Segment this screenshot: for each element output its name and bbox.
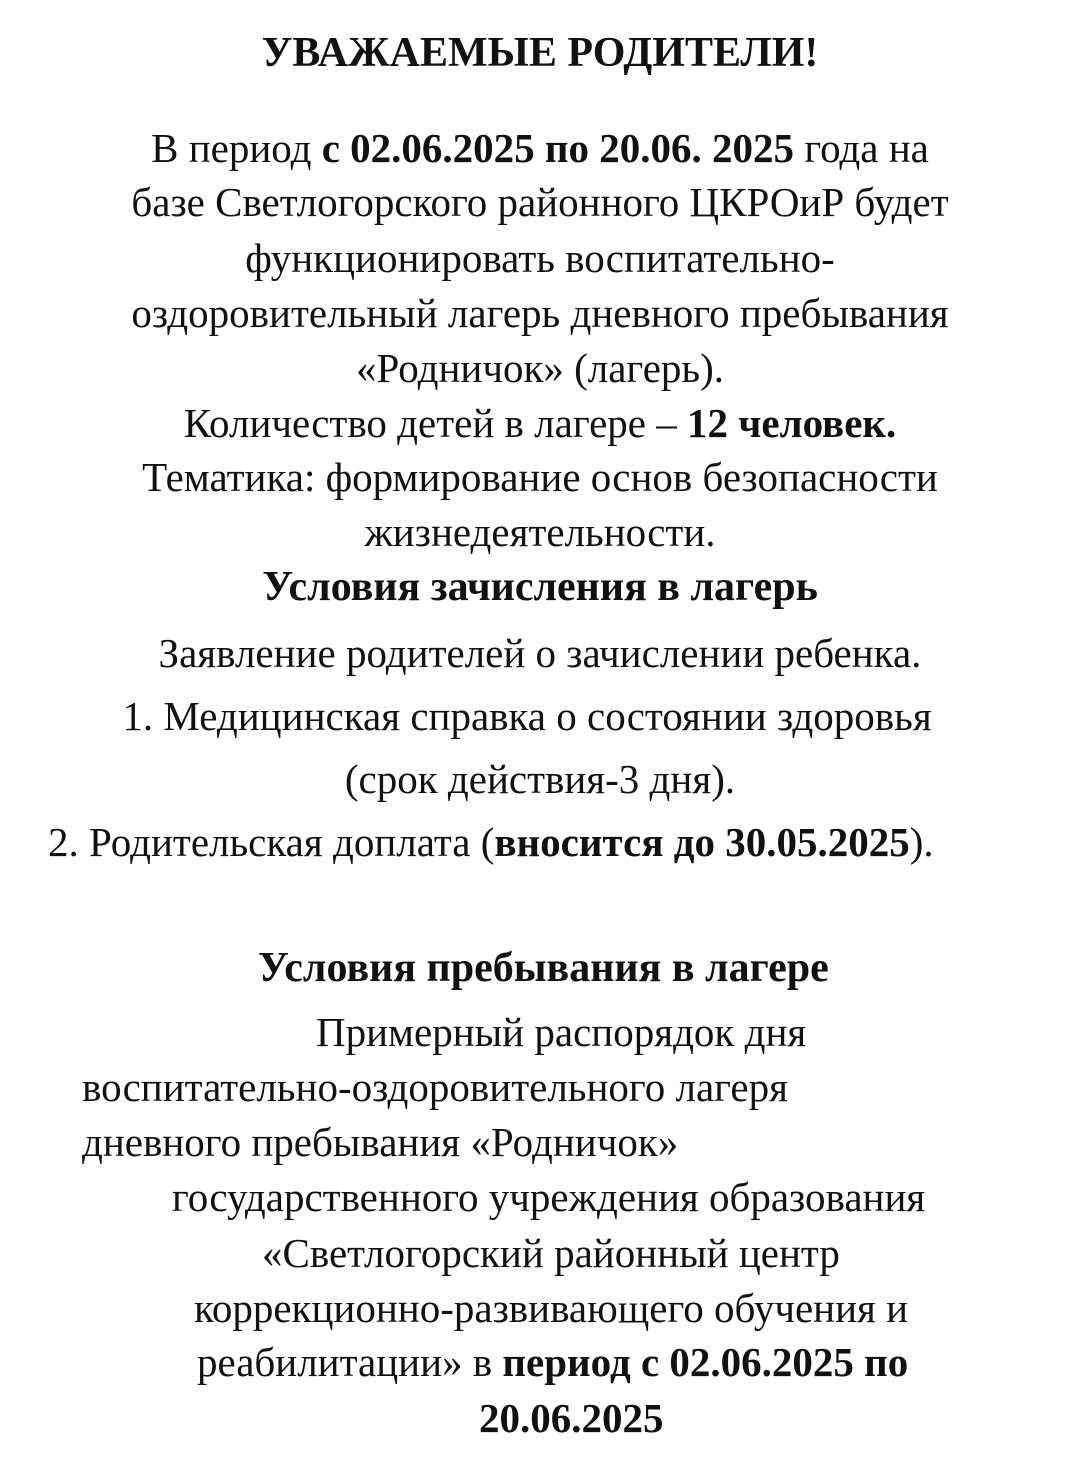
enrollment-item-2 bbox=[48, 816, 1080, 868]
enrollment-item-2-deadline: вносится до 30.05.2025 bbox=[494, 819, 910, 865]
enrollment-item-1: 1. Медицинская справка о состоянии здоровья bbox=[122, 693, 932, 739]
theme-line-1: Тематика: формирование основ безопасности bbox=[142, 454, 938, 500]
page-title: УВАЖАЕМЫЕ РОДИТЕЛИ! bbox=[261, 30, 819, 76]
enrollment-item-2-end: ). bbox=[909, 819, 934, 865]
stay-period-end: 20.06.2025 bbox=[479, 1395, 664, 1441]
enrollment-item-1-note: (срок действия-3 дня). bbox=[344, 756, 736, 802]
enrollment-heading: Условия зачисления в лагерь bbox=[262, 564, 818, 610]
stay-line-6: коррекционно-развивающего обучения и bbox=[194, 1285, 909, 1331]
period-text-end: года на bbox=[794, 125, 929, 171]
period-text: В период bbox=[151, 125, 322, 171]
period-line-3: функционировать воспитательно- bbox=[245, 235, 835, 281]
period-dates: с 02.06.2025 по 20.06. 2025 bbox=[321, 125, 795, 171]
enrollment-item-2-text: 2. Родительская доплата ( bbox=[48, 819, 495, 865]
stay-line-4: государственного учреждения образования bbox=[172, 1174, 926, 1220]
stay-line-3: дневного пребывания «Родничок» bbox=[82, 1119, 679, 1165]
stay-line-7-text: реабилитации» в bbox=[197, 1339, 503, 1385]
theme-line-2: жизнедеятельности. bbox=[364, 509, 716, 555]
stay-period: период с 02.06.2025 по bbox=[502, 1339, 909, 1385]
period-line-4: оздоровительный лагерь дневного пребывания bbox=[131, 290, 949, 336]
children-count-label: Количество детей в лагере – bbox=[183, 400, 687, 446]
enrollment-statement: Заявление родителей о зачислении ребенка. bbox=[158, 630, 922, 676]
stay-heading: Условия пребывания в лагере bbox=[258, 945, 829, 991]
stay-line-5: «Светлогорский районный центр bbox=[262, 1230, 840, 1276]
period-line-2: базе Светлогорского районного ЦКРОиР будет bbox=[131, 179, 949, 225]
children-count bbox=[0, 397, 1080, 449]
stay-line-1: Примерный распорядок дня bbox=[316, 1009, 807, 1055]
period-line-5: «Родничок» (лагерь). bbox=[355, 345, 725, 391]
period-line-1 bbox=[0, 122, 1080, 174]
stay-line-2: воспитательно-оздоровительного лагеря bbox=[82, 1064, 788, 1110]
stay-line-7 bbox=[197, 1336, 1080, 1388]
children-count-value: 12 человек. bbox=[687, 400, 897, 446]
